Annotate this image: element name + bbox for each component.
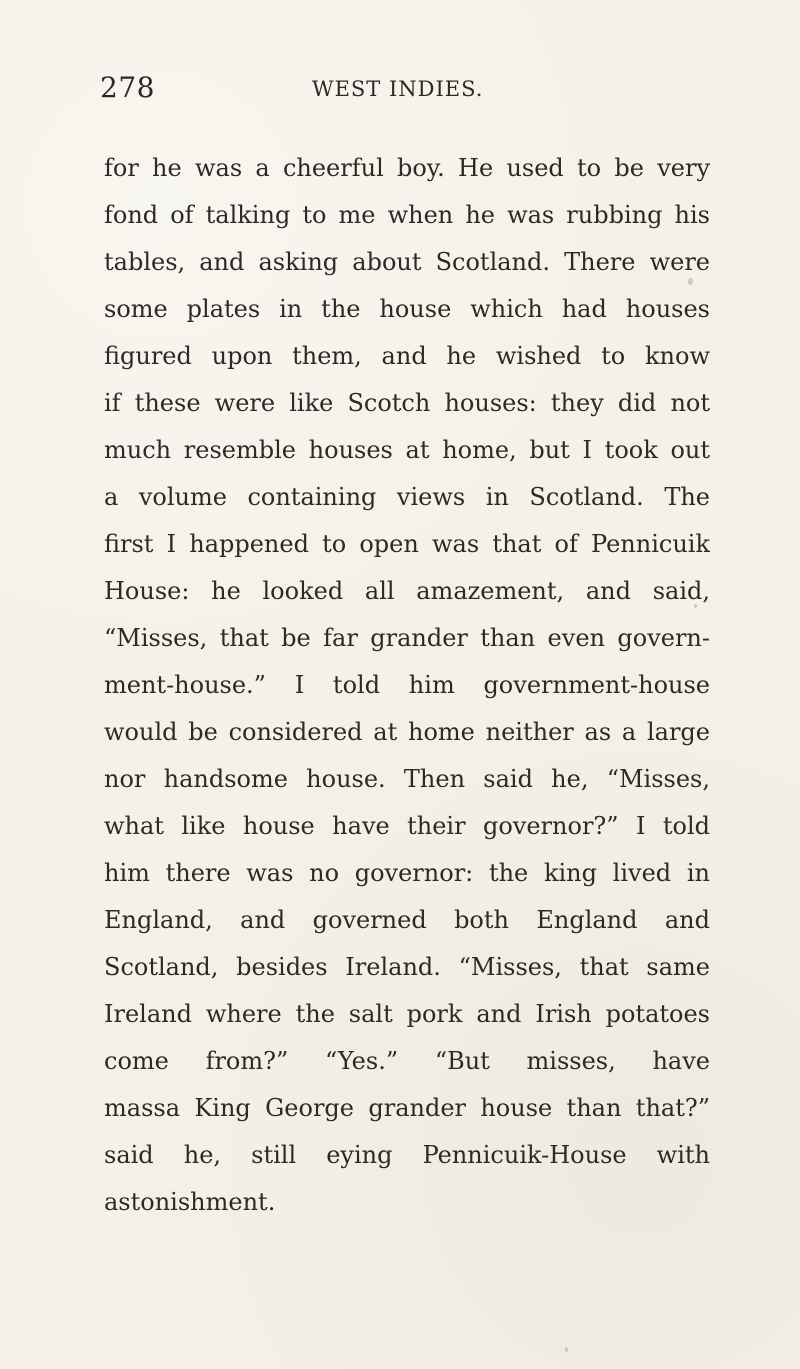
- paper-speck: [565, 1347, 568, 1352]
- text-line-19: Ireland where the salt pork and Irish potatoes: [104, 1000, 710, 1028]
- text-line-20: come from?” “Yes.” “But misses, have: [104, 1047, 710, 1075]
- page-number: 278: [100, 71, 155, 104]
- text-line-9: first I happened to open was that of Pennicuik: [104, 530, 710, 558]
- text-line-17: England, and governed both England and: [104, 906, 710, 934]
- text-line-3: tables, and asking about Scotland. There were: [104, 248, 710, 276]
- text-line-13: would be considered at home neither as a large: [104, 718, 710, 746]
- body-text: [104, 145, 710, 1325]
- text-line-18: Scotland, besides Ireland. “Misses, that same: [104, 953, 710, 981]
- text-line-2: fond of talking to me when he was rubbing his: [104, 201, 710, 229]
- page-header: [0, 68, 800, 108]
- running-head: WEST INDIES.: [312, 77, 484, 101]
- text-line-23: astonishment.: [104, 1188, 276, 1216]
- text-line-4: some plates in the house which had houses: [104, 295, 710, 323]
- text-line-12: ment-house.” I told him government-house: [104, 671, 710, 699]
- text-line-6: if these were like Scotch houses: they did not: [104, 389, 710, 417]
- text-line-15: what like house have their governor?” I told: [104, 812, 710, 840]
- text-line-16: him there was no governor: the king lived in: [104, 859, 710, 887]
- text-line-11: “Misses, that be far grander than even govern-: [104, 624, 710, 652]
- text-line-1: for he was a cheerful boy. He used to be very: [104, 154, 710, 182]
- text-line-14: nor handsome house. Then said he, “Misses,: [104, 765, 710, 793]
- text-line-7: much resemble houses at home, but I took out: [104, 436, 710, 464]
- text-line-8: a volume containing views in Scotland. The: [104, 483, 710, 511]
- text-line-22: said he, still eying Pennicuik-House with: [104, 1141, 710, 1169]
- text-line-10: House: he looked all amazement, and said,: [104, 577, 710, 605]
- text-line-5: figured upon them, and he wished to know: [104, 342, 710, 370]
- text-line-21: massa King George grander house than that?”: [104, 1094, 710, 1122]
